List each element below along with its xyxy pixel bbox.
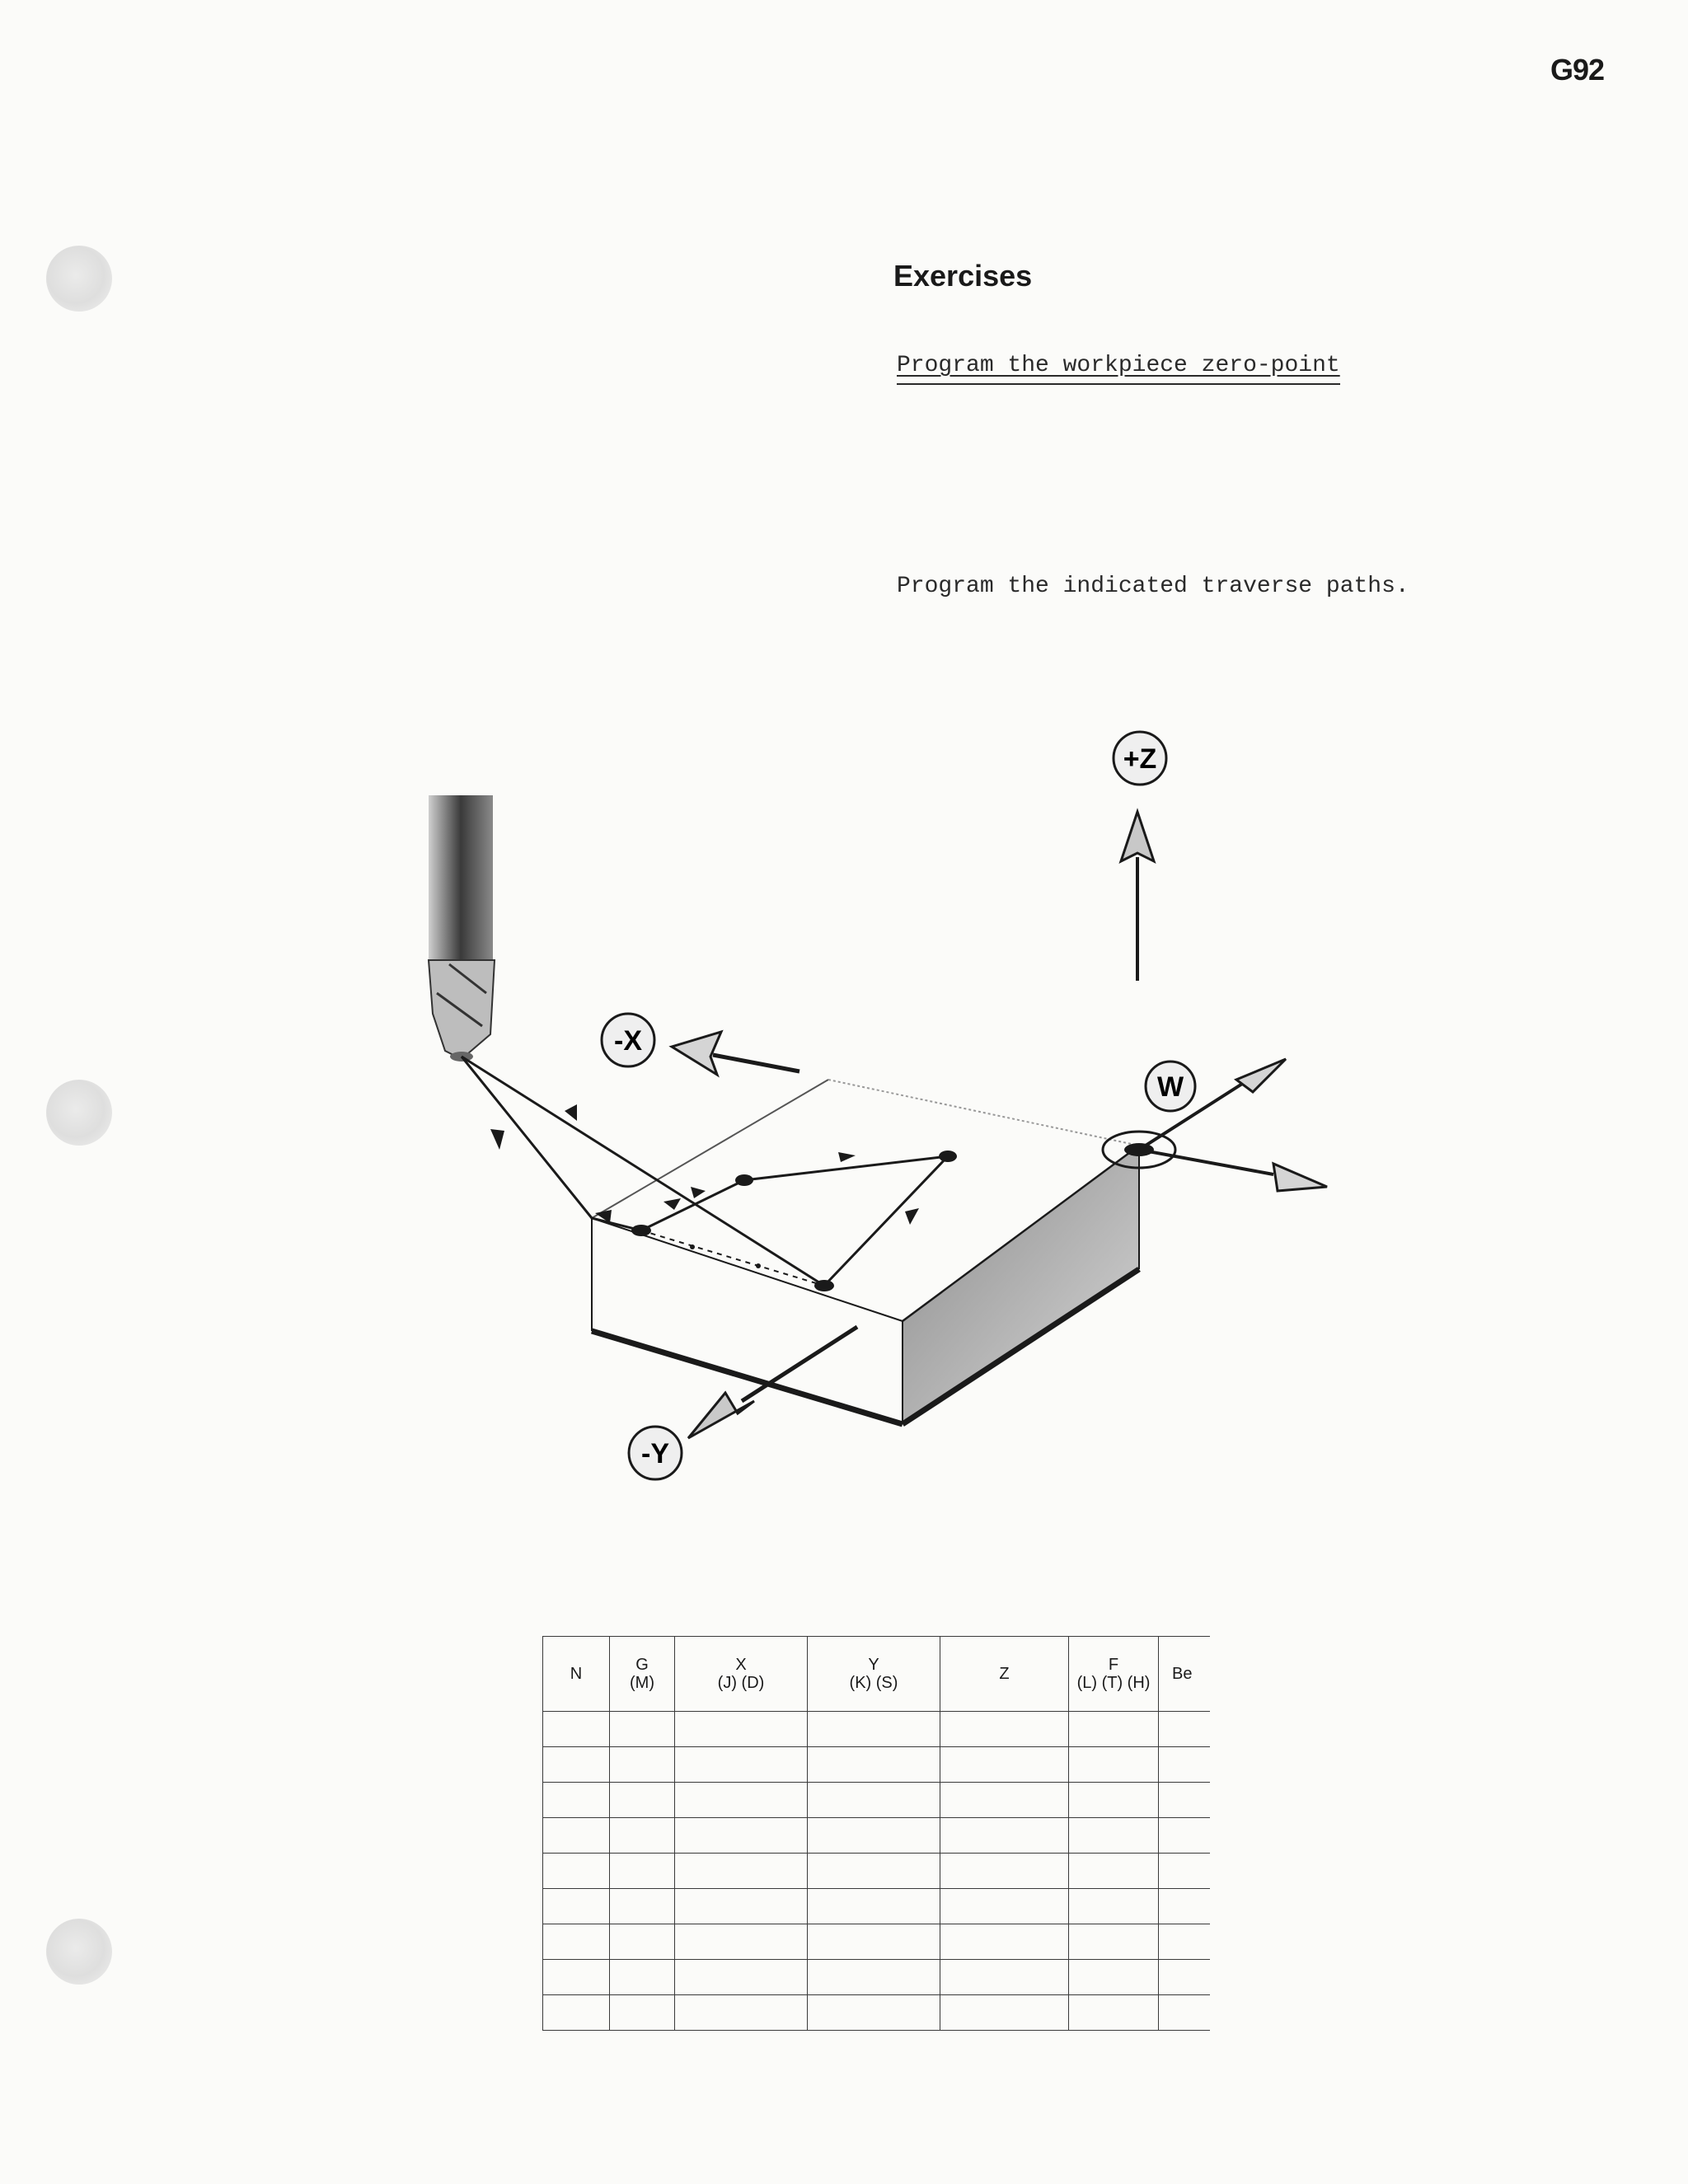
path-point-p4 <box>814 1280 834 1291</box>
milling-tool <box>429 795 495 1062</box>
table-cell[interactable] <box>808 1818 940 1854</box>
table-cell[interactable] <box>1159 1995 1211 2031</box>
axis-z-arrowhead-icon <box>1121 812 1154 861</box>
column-header-z: Z <box>940 1637 1069 1712</box>
table-cell[interactable] <box>1069 1924 1159 1960</box>
table-cell[interactable] <box>808 1995 940 2031</box>
table-cell[interactable] <box>1159 1854 1211 1889</box>
column-header-f: F (L) (T) (H) <box>1069 1637 1159 1712</box>
table-cell[interactable] <box>610 1818 675 1854</box>
column-header-x: X (J) (D) <box>675 1637 808 1712</box>
column-header-be: Be <box>1159 1637 1211 1712</box>
table-cell[interactable] <box>543 1747 610 1783</box>
block-bottom-front-edge <box>592 1331 903 1424</box>
table-row <box>543 1747 1211 1783</box>
zero-point-axis-arrowhead-icon <box>1273 1164 1327 1191</box>
workpiece-block <box>592 1080 1139 1424</box>
table-cell[interactable] <box>675 1783 808 1818</box>
table-cell[interactable] <box>1159 1747 1211 1783</box>
path-point-p2 <box>735 1174 753 1186</box>
table-cell[interactable] <box>1069 1960 1159 1995</box>
table-cell[interactable] <box>610 1747 675 1783</box>
table-cell[interactable] <box>940 1712 1069 1747</box>
table-row <box>543 1960 1211 1995</box>
column-header-y: Y (K) (S) <box>808 1637 940 1712</box>
table-cell[interactable] <box>1069 1889 1159 1924</box>
table-cell[interactable] <box>808 1783 940 1818</box>
page-code: G92 <box>1550 53 1604 87</box>
table-cell[interactable] <box>1159 1889 1211 1924</box>
table-row <box>543 1924 1211 1960</box>
path-front-dashed <box>641 1230 824 1286</box>
axis-x <box>602 1014 799 1075</box>
table-cell[interactable] <box>543 1854 610 1889</box>
instruction-zero-point: Program the workpiece zero-point <box>897 353 1340 385</box>
table-row <box>543 1995 1211 2031</box>
table-cell[interactable] <box>543 1818 610 1854</box>
table-cell[interactable] <box>1069 1854 1159 1889</box>
table-cell[interactable] <box>1159 1783 1211 1818</box>
table-cell[interactable] <box>1159 1924 1211 1960</box>
zero-point-axis-arrowhead-icon <box>1236 1059 1286 1092</box>
column-header-g: G (M) <box>610 1637 675 1712</box>
table-cell[interactable] <box>675 1712 808 1747</box>
table-cell[interactable] <box>543 1712 610 1747</box>
direction-arrow-icon <box>838 1152 856 1162</box>
tool-shank <box>429 795 493 960</box>
table-cell[interactable] <box>543 1995 610 2031</box>
path-point-p1 <box>631 1225 651 1236</box>
direction-arrow-icon <box>691 1187 706 1198</box>
table-cell[interactable] <box>940 1995 1069 2031</box>
block-side-face <box>903 1146 1139 1424</box>
table-cell[interactable] <box>543 1889 610 1924</box>
table-cell[interactable] <box>610 1712 675 1747</box>
table-row <box>543 1889 1211 1924</box>
table-cell[interactable] <box>940 1783 1069 1818</box>
table-cell[interactable] <box>675 1995 808 2031</box>
table-cell[interactable] <box>675 1960 808 1995</box>
traverse-paths <box>462 1057 948 1286</box>
table-cell[interactable] <box>940 1747 1069 1783</box>
zero-point-label: W <box>1156 1071 1184 1103</box>
table-row <box>543 1783 1211 1818</box>
table-cell[interactable] <box>675 1889 808 1924</box>
table-cell[interactable] <box>610 1889 675 1924</box>
table-cell[interactable] <box>610 1960 675 1995</box>
program-table-body <box>543 1712 1211 2031</box>
table-cell[interactable] <box>610 1783 675 1818</box>
table-row <box>543 1854 1211 1889</box>
program-sheet-table <box>542 1636 1210 2031</box>
table-cell[interactable] <box>1069 1747 1159 1783</box>
table-header-row <box>543 1637 1211 1712</box>
path-point-p3 <box>939 1151 957 1162</box>
table-cell[interactable] <box>940 1854 1069 1889</box>
axis-z-label: +Z <box>1123 743 1157 775</box>
table-row <box>543 1712 1211 1747</box>
axis-z <box>1114 732 1166 981</box>
direction-arrow-icon <box>565 1104 577 1121</box>
table-cell[interactable] <box>675 1818 808 1854</box>
path-return <box>462 1057 824 1286</box>
table-cell[interactable] <box>610 1995 675 2031</box>
path-points <box>631 1151 957 1291</box>
path-point-small <box>690 1244 695 1249</box>
table-cell[interactable] <box>1159 1712 1211 1747</box>
table-cell[interactable] <box>940 1924 1069 1960</box>
table-cell[interactable] <box>808 1960 940 1995</box>
table-cell[interactable] <box>543 1960 610 1995</box>
block-top-back-edge <box>828 1080 1139 1146</box>
table-cell[interactable] <box>940 1960 1069 1995</box>
table-cell[interactable] <box>940 1818 1069 1854</box>
table-cell[interactable] <box>1069 1712 1159 1747</box>
section-title: Exercises <box>893 259 1033 293</box>
table-cell[interactable] <box>1069 1783 1159 1818</box>
direction-arrows <box>490 1104 919 1225</box>
instruction-traverse-paths: Program the indicated traverse paths. <box>897 574 1409 599</box>
table-cell[interactable] <box>1069 1818 1159 1854</box>
axis-x-label: -X <box>614 1025 642 1057</box>
table-cell[interactable] <box>808 1924 940 1960</box>
table-cell[interactable] <box>1069 1995 1159 2031</box>
table-cell[interactable] <box>1159 1960 1211 1995</box>
table-cell[interactable] <box>808 1854 940 1889</box>
path-point-small <box>756 1263 761 1268</box>
table-cell[interactable] <box>543 1924 610 1960</box>
column-header-n: N <box>543 1637 610 1712</box>
table-cell[interactable] <box>610 1924 675 1960</box>
table-cell[interactable] <box>675 1924 808 1960</box>
table-cell[interactable] <box>808 1747 940 1783</box>
direction-arrow-icon <box>490 1129 504 1150</box>
table-cell[interactable] <box>940 1889 1069 1924</box>
table-cell[interactable] <box>675 1854 808 1889</box>
table-cell[interactable] <box>808 1712 940 1747</box>
table-cell[interactable] <box>1159 1818 1211 1854</box>
table-row <box>543 1818 1211 1854</box>
table-cell[interactable] <box>543 1783 610 1818</box>
table-cell[interactable] <box>808 1889 940 1924</box>
direction-arrow-icon <box>663 1198 681 1210</box>
axis-y-label: -Y <box>641 1438 669 1469</box>
direction-arrow-icon <box>905 1208 919 1225</box>
table-cell[interactable] <box>675 1747 808 1783</box>
table-cell[interactable] <box>610 1854 675 1889</box>
